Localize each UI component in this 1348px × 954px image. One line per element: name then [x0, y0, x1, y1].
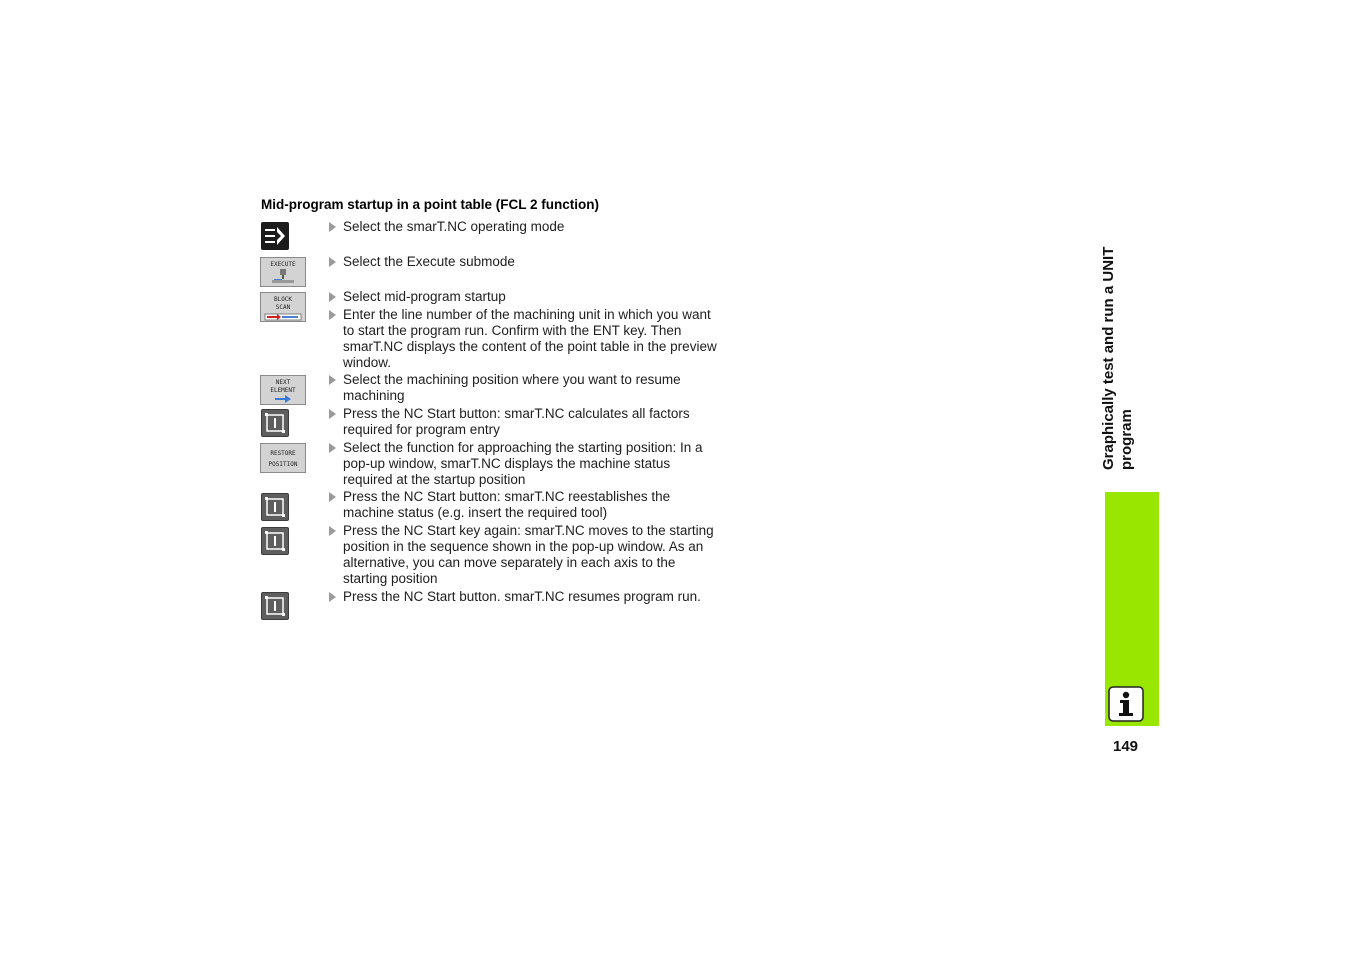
next-element-label-line2: ELEMENT — [270, 387, 296, 394]
bullet-triangle-icon — [329, 292, 336, 302]
bullet-triangle-icon — [329, 257, 336, 267]
chapter-heading: Graphically test and run a UNIT program — [1100, 246, 1135, 470]
bullet-triangle-icon — [329, 310, 336, 320]
step-item: Press the NC Start button. smarT.NC resumes program run. — [329, 589, 739, 605]
bullet-triangle-icon — [329, 222, 336, 232]
bullet-triangle-icon — [329, 409, 336, 419]
step-item: Select the machining position where you want to resume machining — [329, 372, 721, 404]
step-item: Press the NC Start key again: smarT.NC moves to the starting position in the sequence shown in the pop-up window. As an alternative, you can move separately in each axis to the starting position — [329, 523, 721, 587]
machine-icon — [268, 269, 298, 285]
next-element-label-line1: NEXT — [275, 379, 291, 386]
block-scan-label-line2: SCAN — [275, 304, 291, 311]
section-title: Mid-program startup in a point table (FCL 2 function) — [261, 197, 599, 212]
restore-position-label-line2: POSITION — [268, 461, 298, 468]
restore-position-label-line1: RESTORE — [270, 450, 296, 457]
bullet-triangle-icon — [329, 592, 336, 602]
step-item: Select mid-program startup — [329, 289, 729, 305]
nc-start-icon[interactable] — [261, 527, 289, 555]
step-item: Select the function for approaching the starting position: In a pop-up window, smarT.NC displays the machine status required at the startup position — [329, 440, 721, 488]
block-scan-arrow-icon — [263, 312, 303, 322]
step-item: Select the smarT.NC operating mode — [329, 219, 729, 235]
arrow-right-icon — [273, 395, 293, 403]
restore-position-softkey[interactable] — [260, 443, 306, 473]
step-item: Press the NC Start button: smarT.NC calculates all factors required for program entry — [329, 406, 721, 438]
nc-start-icon[interactable] — [261, 493, 289, 521]
bullet-triangle-icon — [329, 492, 336, 502]
step-item: Select the Execute submode — [329, 254, 729, 270]
bullet-triangle-icon — [329, 443, 336, 453]
nc-start-icon[interactable] — [261, 592, 289, 620]
execute-softkey[interactable] — [260, 257, 306, 287]
block-scan-softkey[interactable] — [260, 292, 306, 322]
step-item: Enter the line number of the machining unit in which you want to start the program run. Confirm with the ENT key. Then smarT.NC displays the content of the point table in the preview window. — [329, 307, 721, 371]
smartnc-mode-icon[interactable] — [261, 222, 289, 250]
nc-start-icon[interactable] — [261, 409, 289, 437]
next-element-softkey[interactable] — [260, 375, 306, 405]
info-icon — [1108, 686, 1144, 722]
bullet-triangle-icon — [329, 375, 336, 385]
block-scan-label-line1: BLOCK — [273, 296, 293, 303]
page-number: 149 — [1113, 738, 1139, 755]
step-item: Press the NC Start button: smarT.NC reestablishes the machine status (e.g. insert the required tool) — [329, 489, 709, 521]
execute-softkey-label: EXECUTE — [270, 261, 296, 268]
bullet-triangle-icon — [329, 526, 336, 536]
